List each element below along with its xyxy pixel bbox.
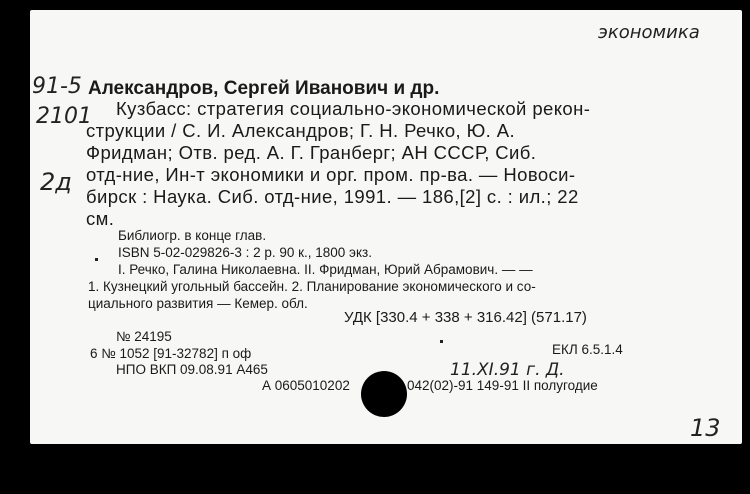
handwritten-subject: экономика <box>598 22 700 43</box>
notes-line: I. Речко, Галина Николаевна. II. Фридман, Юрий Абрамович. — — <box>118 262 533 277</box>
description-line: Фридман; Отв. ред. А. Г. Гранберг; АН СССР, Сиб. <box>86 142 537 163</box>
handwritten-date-mark: 11.XI.91 г. Д. <box>450 360 565 380</box>
code-line-right: 042(02)-91 149-91 II полугодие <box>407 378 598 393</box>
description-line: бирск : Наука. Сиб. отд-ние, 1991. — 186,[2] с. : ил.; 22 <box>86 186 579 207</box>
stray-mark <box>95 258 98 261</box>
code-line-left: А 0605010202 <box>262 378 350 393</box>
handwritten-side-mark: 2д <box>40 168 72 196</box>
udk-line: УДК [330.4 + 338 + 316.42] (571.17) <box>344 309 587 326</box>
notes-line: 1. Кузнецкий угольный бассейн. 2. Планирование экономического и со- <box>88 279 536 294</box>
handwritten-shelf-mark-bottom: 2101 <box>36 104 92 129</box>
stray-mark <box>440 340 443 343</box>
author-heading: Александров, Сергей Иванович и др. <box>88 78 440 99</box>
order-line: 6 № 1052 [91-32782] п оф <box>90 346 252 361</box>
ekl-line: ЕКЛ 6.5.1.4 <box>552 342 623 357</box>
description-line: струкции / С. И. Александров; Г. Н. Речко, Ю. А. <box>86 120 516 141</box>
description-line: отд-ние, Ин-т экономики и орг. пром. пр-ва. — Новоси- <box>86 164 576 185</box>
notes-line: Библиогр. в конце глав. <box>118 228 267 243</box>
notes-line: циального развития — Кемер. обл. <box>88 296 308 311</box>
description-line: см. <box>86 208 115 229</box>
handwritten-shelf-mark-top: 91-5 <box>32 74 82 99</box>
notes-line: ISBN 5-02-029826-3 : 2 р. 90 к., 1800 экз. <box>118 245 372 260</box>
handwritten-corner-number: 13 <box>690 414 721 442</box>
npo-line: НПО ВКП 09.08.91 А465 <box>116 362 268 377</box>
record-number: № 24195 <box>116 329 172 344</box>
punched-hole <box>361 371 407 417</box>
description-line: Кузбасс: стратегия социально-экономической рекон- <box>116 98 591 119</box>
